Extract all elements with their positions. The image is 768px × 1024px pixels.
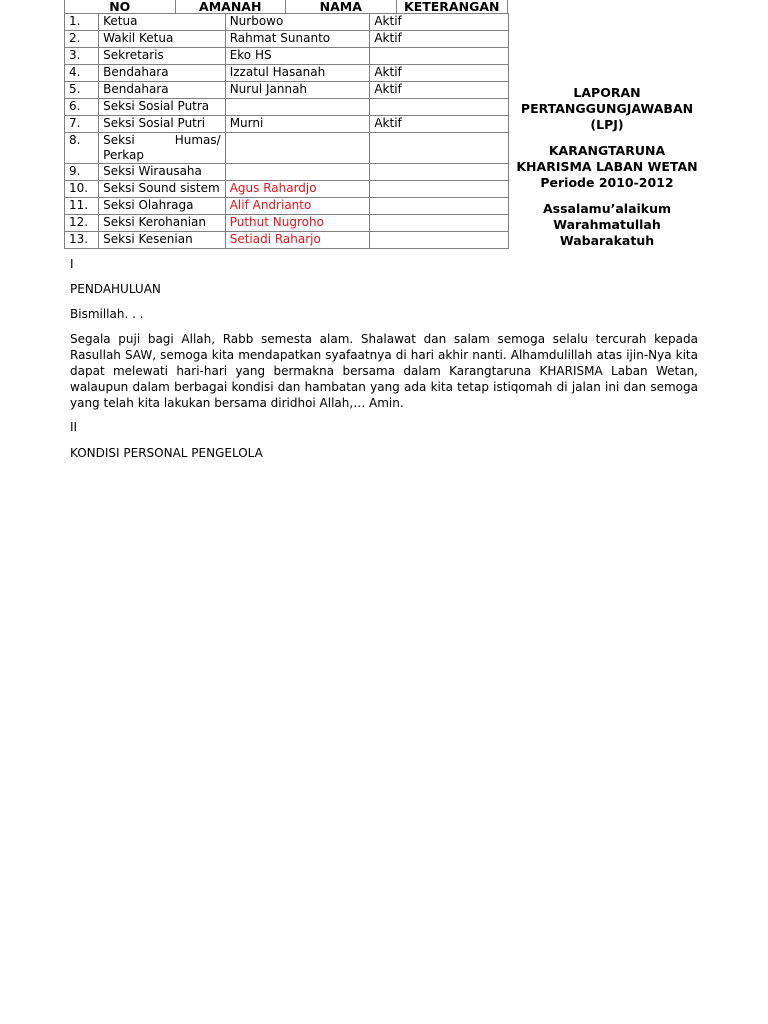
table-row [65,116,509,133]
section-number: I [70,257,74,271]
row-nama: Rahmat Sunanto [225,31,370,48]
row-amanah: Seksi Wirausaha [99,164,226,181]
header-nama: NAMA [286,0,397,13]
report-period: Periode 2010-2012 [540,175,674,190]
row-amanah: Seksi Sound sistem [99,181,226,198]
section-title: KONDISI PERSONAL PENGELOLA [70,446,263,460]
row-no: 2. [65,31,99,48]
row-keterangan: Aktif [370,116,509,133]
row-amanah: Seksi Olahraga [99,198,226,215]
row-nama [225,133,370,164]
table-header-row [64,0,508,14]
row-nama: Nurul Jannah [225,82,370,99]
header-amanah: AMANAH [176,0,287,13]
row-amanah: Seksi Sosial Putri [99,116,226,133]
table-row [65,48,509,65]
row-no: 6. [65,99,99,116]
members-table [64,13,509,249]
row-nama: Agus Rahardjo [225,181,370,198]
section-number: II [70,420,78,434]
row-keterangan [370,181,509,198]
row-amanah: Seksi Sosial Putra [99,99,226,116]
row-keterangan [370,133,509,164]
row-keterangan [370,198,509,215]
row-nama [225,99,370,116]
row-nama: Setiadi Raharjo [225,232,370,249]
row-amanah: Seksi Kesenian [99,232,226,249]
row-no: 10. [65,181,99,198]
greeting: Assalamu’alaikum Warahmatullah Wabarakatuh [542,201,672,248]
row-nama: Alif Andrianto [225,198,370,215]
row-no: 4. [65,65,99,82]
row-no: 13. [65,232,99,249]
row-no: 12. [65,215,99,232]
row-no: 11. [65,198,99,215]
row-nama: Murni [225,116,370,133]
amanah-word: Seksi [103,133,135,147]
row-keterangan [370,215,509,232]
row-nama: Eko HS [225,48,370,65]
row-keterangan: Aktif [370,82,509,99]
row-amanah [99,133,226,164]
table-row [65,181,509,198]
row-amanah: Wakil Ketua [99,31,226,48]
amanah-word: Humas/ [174,133,221,147]
row-keterangan: Aktif [370,65,509,82]
row-nama: Nurbowo [225,14,370,31]
row-nama: Izzatul Hasanah [225,65,370,82]
report-title: LAPORAN PERTANGGUNGJAWABAN (LPJ) [520,85,694,132]
row-keterangan: Aktif [370,31,509,48]
opening-text: Bismillah. . . [70,307,144,321]
section-title: PENDAHULUAN [70,282,161,296]
row-amanah: Ketua [99,14,226,31]
table-row [65,14,509,31]
row-keterangan [370,99,509,116]
table-row [65,31,509,48]
row-keterangan [370,232,509,249]
intro-paragraph: Segala puji bagi Allah, Rabb semesta alam. Shalawat dan salam semoga selalu tercurah kepada Rasullah SAW, semoga kita mendapatkan syafaatnya di hari akhir nanti. Alhamdulillah atas ijin-Nya kita dapat melewati hari-hari yang bermakna bersama dalam Karangtaruna KHARISMA Laban Wetan, walaupun dalam berbagai kondisi dan hambatan yang ada kita tetap istiqomah di jalan ini dan semoga yang telah kita lakukan bersama diridhoi Allah,… Amin. [70,332,698,410]
row-amanah: Sekretaris [99,48,226,65]
report-title-block [516,85,698,259]
amanah-word: Perkap [103,148,144,162]
row-keterangan: Aktif [370,14,509,31]
row-keterangan [370,48,509,65]
table-row [65,82,509,99]
row-no: 1. [65,14,99,31]
table-row [65,65,509,82]
table-row [65,164,509,181]
row-no: 7. [65,116,99,133]
amanah-line [103,133,221,148]
row-keterangan [370,164,509,181]
row-amanah: Bendahara [99,65,226,82]
row-no: 3. [65,48,99,65]
row-amanah: Seksi Kerohanian [99,215,226,232]
header-no: NO [65,0,176,13]
table-row [65,215,509,232]
row-no: 5. [65,82,99,99]
organization-name: KARANGTARUNA KHARISMA LABAN WETAN [516,143,698,174]
table-row [65,198,509,215]
table-row [65,99,509,116]
row-no: 9. [65,164,99,181]
table-row [65,133,509,164]
row-amanah: Bendahara [99,82,226,99]
row-nama: Puthut Nugroho [225,215,370,232]
table-row [65,232,509,249]
row-nama [225,164,370,181]
header-keterangan: KETERANGAN [404,0,500,14]
row-no: 8. [65,133,99,164]
